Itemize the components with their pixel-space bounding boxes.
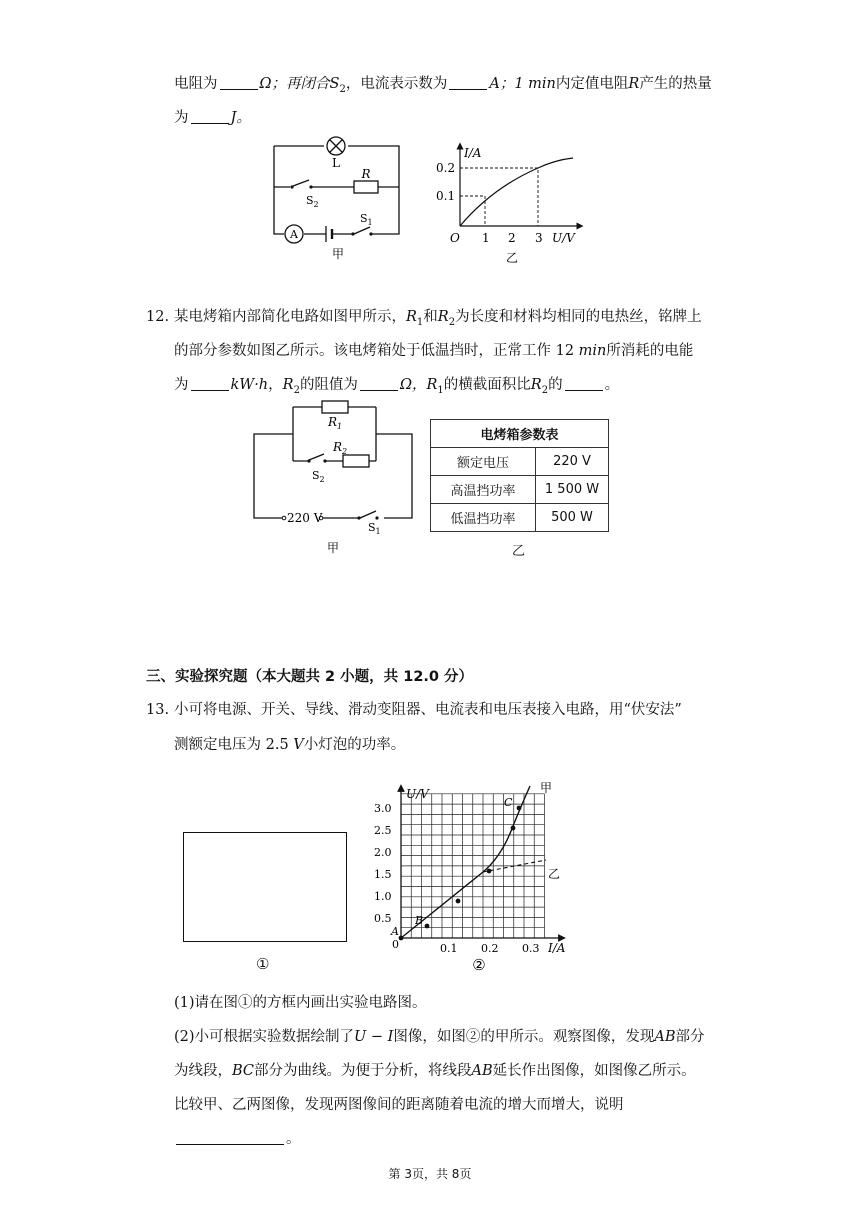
y-tick: 2.0 bbox=[374, 846, 392, 859]
source-label: 220 V bbox=[287, 511, 323, 525]
y-axis-label: U/V bbox=[406, 787, 429, 801]
question-number: 13. bbox=[146, 702, 170, 718]
answer-blank[interactable] bbox=[360, 376, 398, 391]
circuit-drawing-box[interactable] bbox=[183, 832, 347, 942]
series-jia-label: 甲 bbox=[540, 781, 553, 795]
y-tick: 2.5 bbox=[374, 824, 392, 837]
q11-iu-graph bbox=[430, 138, 590, 268]
table-row: 高温挡功率 1 500 W bbox=[431, 476, 609, 504]
y-tick: 3.0 bbox=[374, 802, 392, 815]
fig-caption-yi: 乙 bbox=[505, 251, 519, 265]
answer-blank[interactable] bbox=[449, 75, 487, 90]
series-yi-label: 乙 bbox=[548, 867, 561, 881]
q13-sub2-line4: 。 bbox=[174, 1129, 301, 1149]
q12-line3: 为 kW·h，$R_2$的阻值为 Ω，$R_1$的横截面积比$R_2$的 。 bbox=[174, 377, 620, 396]
answer-blank[interactable] bbox=[176, 1130, 284, 1145]
fig-caption-jia: 甲 bbox=[326, 541, 340, 555]
y-tick: 0.2 bbox=[436, 161, 456, 175]
q13-sub2-line2: 为线段，BC部分为曲线。为便于分析，将线段AB延长作出图像，如图像乙所示。 bbox=[174, 1063, 696, 1079]
answer-blank[interactable] bbox=[191, 109, 229, 124]
x-tick: 0.2 bbox=[481, 942, 499, 955]
table-row: 低温挡功率 500 W bbox=[431, 504, 609, 532]
r1-label: $R_1$ bbox=[328, 415, 343, 431]
x-tick: 3 bbox=[535, 231, 543, 245]
origin-label: O bbox=[450, 231, 460, 245]
answer-blank[interactable] bbox=[220, 75, 258, 90]
table-title: 电烤箱参数表 bbox=[431, 420, 609, 448]
q13-sub2-line1: (2)小可根据实验数据绘制了U − I图像，如图②的甲所示。观察图像，发现AB部分 bbox=[174, 1029, 705, 1045]
x-tick: 0.1 bbox=[440, 942, 458, 955]
page-footer: 第 3页，共 8页 bbox=[388, 1167, 472, 1181]
q12-line1: 某电烤箱内部简化电路如图甲所示，$R_1$和$R_2$为长度和材料均相同的电热丝，铭牌上 bbox=[174, 309, 702, 328]
answer-blank[interactable] bbox=[191, 376, 229, 391]
ammeter-label: A bbox=[290, 228, 298, 241]
q13-sub2-line3: 比较甲、乙两图像，发现两图像间的距离随着电流的增大而增大，说明 bbox=[174, 1097, 624, 1113]
x-tick: 2 bbox=[508, 231, 516, 245]
y-tick: 0.1 bbox=[436, 189, 456, 203]
x-tick: 1 bbox=[482, 231, 490, 245]
x-axis-label: U/V bbox=[552, 231, 575, 245]
q11-line1: 电阻为 Ω；再闭合$S_2$，电流表示数为 A；1 min内定值电阻R产生的热量 bbox=[174, 76, 712, 95]
fig-caption-1: ① bbox=[256, 955, 270, 973]
resistor-label: R bbox=[361, 167, 371, 181]
fig-caption-jia: 甲 bbox=[331, 247, 345, 261]
q13-line2: 测额定电压为 2.5 V小灯泡的功率。 bbox=[174, 737, 406, 753]
origin-label: 0 bbox=[392, 938, 399, 951]
question-number: 12. bbox=[146, 309, 170, 325]
s2-label: $S_2$ bbox=[312, 469, 325, 484]
lamp-label: L bbox=[332, 156, 340, 170]
q11-line2: 为 J。 bbox=[174, 110, 251, 126]
x-axis-label: I/A bbox=[548, 941, 566, 955]
section-title: 三、实验探究题（本大题共 2 小题，共 12.0 分） bbox=[146, 669, 474, 685]
oven-parameter-table bbox=[430, 419, 609, 532]
y-tick: 1.5 bbox=[374, 868, 392, 881]
y-tick: 0.5 bbox=[374, 912, 392, 925]
q13-line1: 小可将电源、开关、导线、滑动变阻器、电流表和电压表接入电路，用“伏安法” bbox=[174, 702, 682, 718]
q12-circuit-diagram bbox=[248, 396, 418, 560]
point-c-label: C bbox=[504, 796, 513, 809]
switch1-label: $S_1$ bbox=[360, 212, 373, 227]
s1-label: $S_1$ bbox=[368, 521, 381, 536]
point-b-label: B bbox=[415, 914, 424, 927]
answer-blank[interactable] bbox=[565, 376, 603, 391]
switch2-label: $S_2$ bbox=[306, 194, 319, 209]
q13-ui-graph bbox=[370, 776, 585, 976]
y-tick: 1.0 bbox=[374, 890, 392, 903]
table-row: 额定电压 220 V bbox=[431, 448, 609, 476]
q13-sub1: (1)请在图①的方框内画出实验电路图。 bbox=[174, 995, 427, 1011]
r2-label-top: $R_2$ bbox=[333, 440, 348, 456]
x-tick: 0.3 bbox=[522, 942, 540, 955]
q11-circuit-diagram bbox=[268, 134, 408, 266]
q12-line2: 的部分参数如图乙所示。该电烤箱处于低温挡时，正常工作 12 min所消耗的电能 bbox=[174, 343, 694, 359]
point-a-label: A bbox=[391, 925, 399, 938]
fig-caption-2: ② bbox=[472, 956, 486, 974]
y-axis-label: I/A bbox=[464, 146, 482, 160]
fig-caption-yi: 乙 bbox=[512, 544, 526, 559]
